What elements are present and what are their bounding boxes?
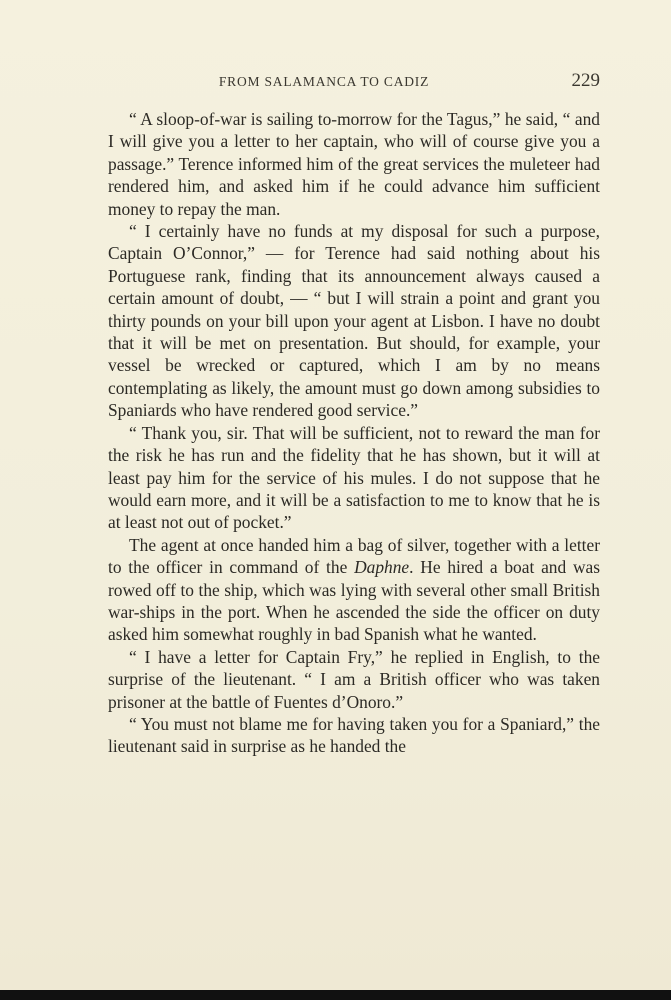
paragraph-2: “ I certainly have no funds at my disposal for such a purpose, Captain O’Connor,” — for Terence had said nothing about his Portuguese rank, finding that its announcement always caused a certain amount of doubt, — “ but I will strain a point and grant you thirty pounds on your bill upon your agent at Lisbon. I have no doubt that it will be met on presentation. But should, for example, your vessel be wrecked or captured, which I am by no means contemplating as likely, the amount must go down among subsidies to Spaniards who have rendered good service.” <box>108 221 600 421</box>
page-header <box>108 70 600 94</box>
scan-edge-bar <box>0 990 671 1000</box>
paragraph-3: “ Thank you, sir. That will be sufficient, not to reward the man for the risk he has run and the fidelity that he has shown, but it will at least pay him for the service of his mules. I do not suppose that he would earn more, and it will be a satisfaction to me to know that he is at least not out of pocket.” <box>108 422 600 533</box>
paragraph-1: “ A sloop-of-war is sailing to-morrow for the Tagus,” he said, “ and I will give you a letter to her captain, who will of course give you a passage.” Terence informed him of the great services the muleteer had rendered him, and asked him if he could advance him sufficient money to repay the man. <box>108 109 600 219</box>
page-number: 229 <box>571 70 600 91</box>
body-text <box>108 108 600 758</box>
running-head: FROM SALAMANCA TO CADIZ <box>218 74 430 89</box>
paragraph-5: “ I have a letter for Captain Fry,” he replied in English, to the surprise of the lieutenant. “ I am a British officer who was taken prisoner at the battle of Fuentes d’Onoro.” <box>108 646 600 712</box>
paragraph-4: The agent at once handed him a bag of silver, together with a letter to the officer in command of the Daphne. He hired a boat and was rowed off to the ship, which was lying with several other small British war-ships in the port. When he ascended the side the officer on duty asked him somewhat roughly in bad Spanish what he wanted. <box>108 534 600 645</box>
paragraph-6: “ You must not blame me for having taken you for a Spaniard,” the lieutenant said in surprise as he handed the <box>108 713 600 757</box>
